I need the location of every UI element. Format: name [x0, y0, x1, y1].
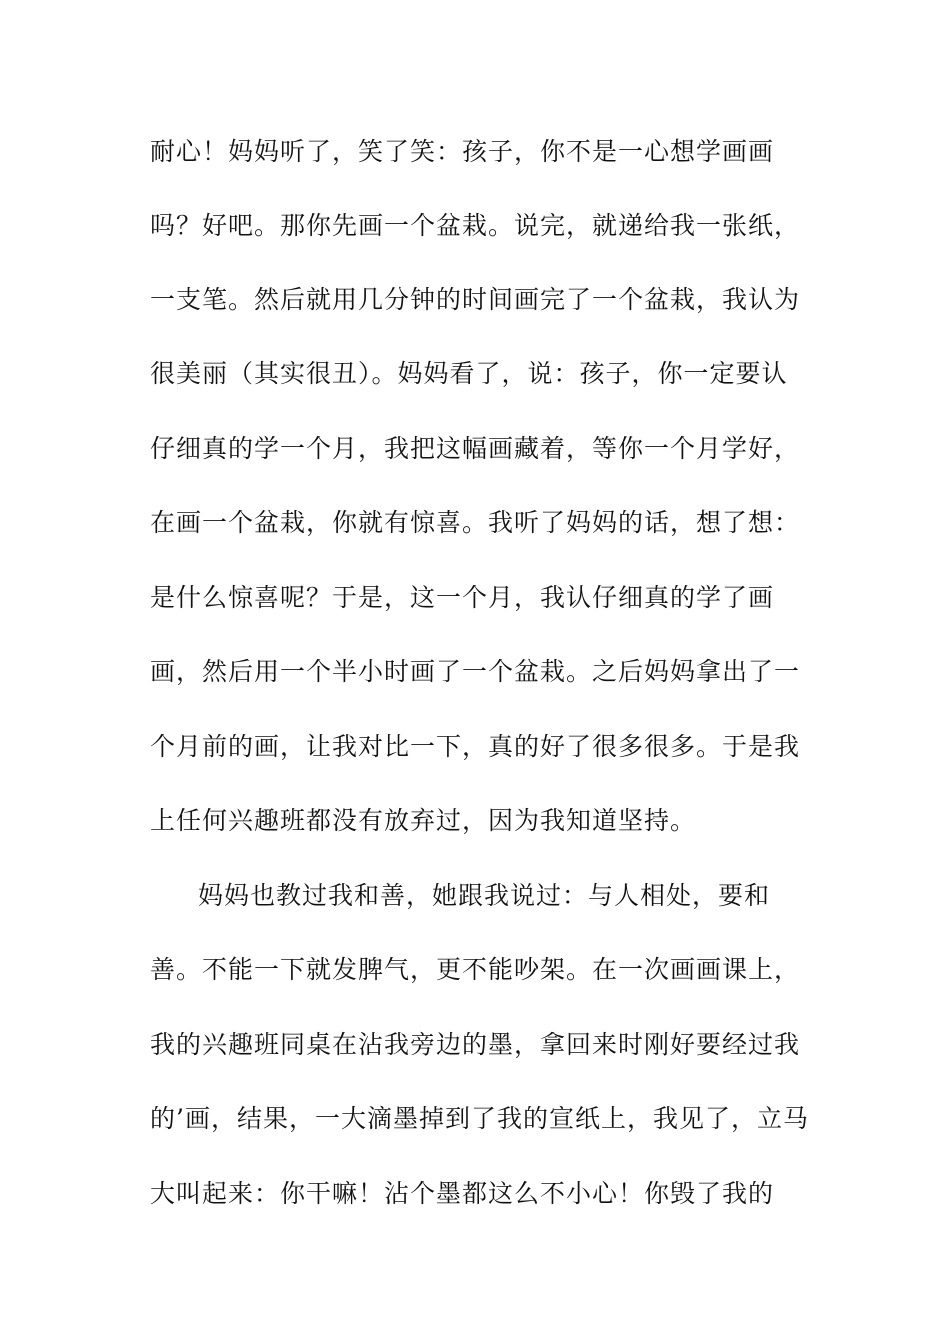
text-line: 吗？好吧。那你先画一个盆栽。说完，就递给我一张纸，: [150, 211, 801, 240]
text-line: 一支笔。然后就用几分钟的时间画完了一个盆栽，我认为: [150, 285, 801, 314]
text-line: 仔细真的学一个月，我把这幅画藏着，等你一个月学好，: [150, 434, 801, 463]
text-line: 的’画，结果，一大滴墨掉到了我的宣纸上，我见了，立马: [150, 1104, 809, 1133]
text-line: 上任何兴趣班都没有放弃过，因为我知道坚持。: [150, 806, 697, 835]
text-line: 在画一个盆栽，你就有惊喜。我听了妈妈的话，想了想：: [150, 508, 801, 537]
text-line: 很美丽（其实很丑）。妈妈看了，说：孩子，你一定要认: [150, 359, 788, 388]
text-line: 耐心！妈妈听了，笑了笑：孩子，你不是一心想学画画: [150, 137, 775, 166]
paragraph-first-line: 妈妈也教过我和善，她跟我说过：与人相处，要和: [198, 881, 771, 910]
text-line: 个月前的画，让我对比一下，真的好了很多很多。于是我: [150, 732, 801, 761]
text-line: 善。不能一下就发脾气，更不能吵架。在一次画画课上，: [150, 955, 801, 984]
text-line: 我的兴趣班同桌在沾我旁边的墨，拿回来时刚好要经过我: [150, 1030, 801, 1059]
text-line: 画，然后用一个半小时画了一个盆栽。之后妈妈拿出了一: [150, 657, 801, 686]
text-line: 大叫起来：你干嘛！沾个墨都这么不小心！你毁了我的: [150, 1179, 775, 1208]
text-line: 是什么惊喜呢？于是，这一个月，我认仔细真的学了画: [150, 583, 775, 612]
